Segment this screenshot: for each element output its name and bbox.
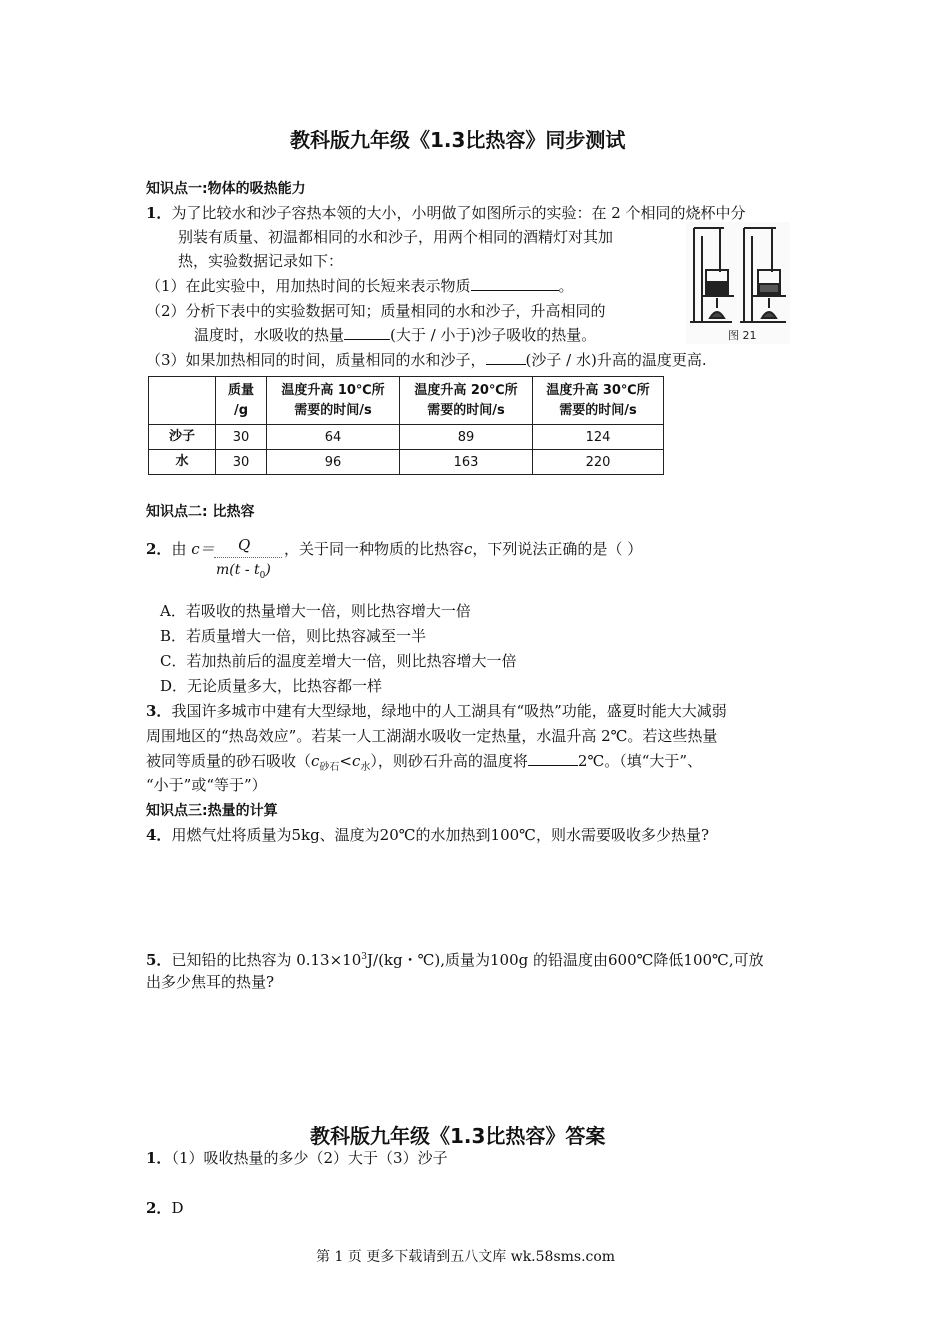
q3-line2: 周围地区的“热岛效应”。若某一人工湖湖水吸收一定热量，水温升高 2℃。若这些热量	[146, 727, 718, 745]
q5-number: 5．	[146, 951, 172, 969]
table-cell: 163	[400, 450, 533, 475]
fraction-denominator: $m(t - t_0)$	[216, 562, 271, 581]
table-cell: 220	[533, 450, 664, 475]
q1-line2: 别装有质量、初温都相同的水和沙子，用两个相同的酒精灯对其加	[178, 228, 614, 246]
table-cell: 30	[216, 425, 267, 450]
section-heading-3: 知识点三:热量的计算	[146, 803, 278, 819]
q1-line3: 热，实验数据记录如下：	[178, 252, 344, 270]
q2-stem: 2．由 c＝	[146, 540, 215, 558]
q3-blank[interactable]	[528, 751, 578, 766]
q1-line1: 1．为了比较水和沙子容热本领的大小，小明做了如图所示的实验：在 2 个相同的烧杯中分	[146, 204, 746, 222]
q1-part2-line2: 温度时，水吸收的热量 (大于 / 小于)沙子吸收的热量。	[194, 326, 597, 344]
fraction-numerator: Q	[238, 536, 251, 554]
q3-line4: “小于”或“等于”）	[146, 776, 267, 794]
answer-1: 1．（1）吸收热量的多少（2）大于（3）沙子	[146, 1149, 448, 1167]
q1-blank-3[interactable]	[486, 350, 526, 365]
table-cell: 89	[400, 425, 533, 450]
q2-option-c[interactable]: C．若加热前后的温度差增大一倍，则比热容增大一倍	[160, 652, 517, 670]
section-heading-2: 知识点二: 比热容	[146, 504, 255, 520]
q1-part3: （3）如果加热相同的时间，质量相同的水和沙子， (沙子 / 水)升高的温度更高.	[146, 351, 707, 369]
q1-part1: （1）在此实验中，用加热时间的长短来表示物质 。	[146, 277, 574, 295]
table-cell: 沙子	[149, 425, 216, 450]
q1-number: 1．	[146, 204, 172, 222]
table-row	[149, 425, 664, 450]
q5-line1: 5．已知铅的比热容为 $0.13\times 10^3J/(kg$・℃),质量为100g 的铅温度由600℃降低100℃,可放	[146, 951, 764, 969]
table-cell: 水	[149, 450, 216, 475]
table-header-cell	[149, 377, 216, 425]
table-header-cell: 温度升高 10℃所 需要的时间/s	[267, 377, 400, 425]
q2-option-d[interactable]: D．无论质量多大，比热容都一样	[160, 677, 383, 695]
experiment-figure	[686, 222, 790, 344]
table-header-cell: 质量 /g	[216, 377, 267, 425]
q5-line2: 出多少焦耳的热量?	[146, 973, 275, 991]
q2-number: 2．	[146, 540, 172, 558]
q4-text: 4．用燃气灶将质量为5kg、温度为20℃的水加热到100℃，则水需要吸收多少热量?	[146, 826, 709, 844]
q3-number: 3．	[146, 702, 172, 720]
page-footer: 第 1 页 更多下载请到五八文库 wk.58sms.com	[316, 1249, 616, 1265]
answer-title: 教科版九年级《1.3比热容》答案	[310, 1124, 606, 1148]
q1-blank-1[interactable]	[471, 276, 559, 291]
fraction-bar	[214, 557, 282, 558]
table-cell: 30	[216, 450, 267, 475]
q1-blank-2[interactable]	[344, 325, 390, 340]
table-cell: 124	[533, 425, 664, 450]
q2-option-a[interactable]: A．若吸收的热量增大一倍，则比热容增大一倍	[160, 602, 471, 620]
q2-option-b[interactable]: B．若质量增大一倍，则比热容减至一半	[160, 627, 427, 645]
page-title: 教科版九年级《1.3比热容》同步测试	[290, 128, 626, 152]
table-row	[149, 450, 664, 475]
table-cell: 64	[267, 425, 400, 450]
q3-line3: 被同等质量的砂石吸收$(c_{砂石}<c_水)$，则砂石升高的温度将 2℃。（填“大于”、	[146, 752, 703, 773]
q2-stem-rest: ，关于同一种物质的比热容c，下列说法正确的是（ ）	[284, 540, 643, 558]
table-header-cell: 温度升高 20℃所 需要的时间/s	[400, 377, 533, 425]
figure-label: 图 21	[728, 329, 757, 342]
table-header-cell: 温度升高 30℃所 需要的时间/s	[533, 377, 664, 425]
data-table	[148, 376, 664, 475]
table-cell: 96	[267, 450, 400, 475]
answer-2: 2．D	[146, 1199, 184, 1217]
q3-line1: 3．我国许多城市中建有大型绿地，绿地中的人工湖具有“吸热”功能，盛夏时能大大减弱	[146, 702, 727, 720]
table-header-row	[149, 377, 664, 425]
section-heading-1: 知识点一:物体的吸热能力	[146, 181, 306, 197]
q4-number: 4．	[146, 826, 172, 844]
q1-part2-line1: （2）分析下表中的实验数据可知；质量相同的水和沙子，升高相同的	[146, 302, 606, 320]
